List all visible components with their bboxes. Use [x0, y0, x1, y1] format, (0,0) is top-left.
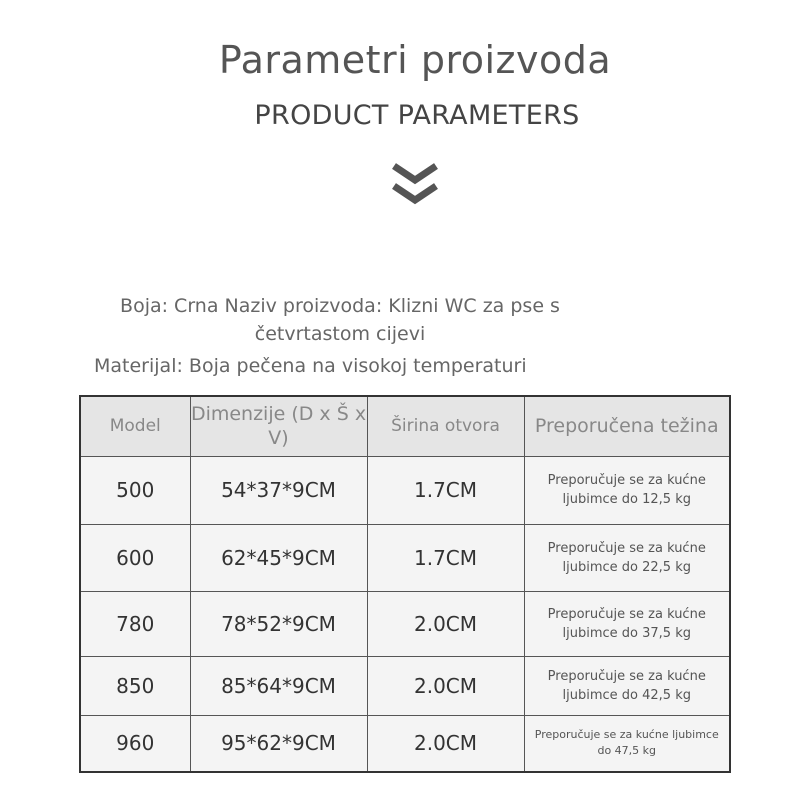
cell-dimensions: 85*64*9CM — [190, 656, 367, 715]
cell-dimensions: 54*37*9CM — [190, 456, 367, 524]
cell-recommended-weight: Preporučuje se za kućne ljubimce do 37,5 kg — [524, 591, 730, 656]
cell-opening-width: 1.7CM — [367, 524, 524, 591]
cell-opening-width: 1.7CM — [367, 456, 524, 524]
table-row — [80, 456, 730, 524]
cell-recommended-weight: Preporučuje se za kućne ljubimce do 12,5 kg — [524, 456, 730, 524]
product-material: Materijal: Boja pečena na visokoj temperaturi — [94, 355, 527, 377]
cell-recommended-weight: Preporučuje se za kućne ljubimce do 42,5 kg — [524, 656, 730, 715]
header-dimensions: Dimenzije (D x Š x V) — [190, 396, 367, 456]
table-row — [80, 715, 730, 772]
cell-model: 850 — [80, 656, 190, 715]
header-opening-width: Širina otvora — [367, 396, 524, 456]
cell-model: 500 — [80, 456, 190, 524]
cell-dimensions: 78*52*9CM — [190, 591, 367, 656]
table-row — [80, 591, 730, 656]
cell-opening-width: 2.0CM — [367, 591, 524, 656]
table-header-row — [80, 396, 730, 456]
table-row — [80, 524, 730, 591]
cell-dimensions: 95*62*9CM — [190, 715, 367, 772]
cell-recommended-weight: Preporučuje se za kućne ljubimce do 22,5 kg — [524, 524, 730, 591]
header-model: Model — [80, 396, 190, 456]
cell-opening-width: 2.0CM — [367, 656, 524, 715]
product-color-name: Boja: Crna Naziv proizvoda: Klizni WC za pse s četvrtastom cijevi — [120, 295, 560, 345]
cell-dimensions: 62*45*9CM — [190, 524, 367, 591]
header-recommended-weight: Preporučena težina — [524, 396, 730, 456]
cell-model: 780 — [80, 591, 190, 656]
cell-opening-width: 2.0CM — [367, 715, 524, 772]
double-chevron-down-icon — [392, 162, 438, 212]
product-parameters-table — [79, 395, 731, 773]
page-subtitle: PRODUCT PARAMETERS — [254, 100, 580, 131]
cell-recommended-weight: Preporučuje se za kućne ljubimce do 47,5 kg — [524, 715, 730, 772]
table-row — [80, 656, 730, 715]
cell-model: 960 — [80, 715, 190, 772]
cell-model: 600 — [80, 524, 190, 591]
page-title: Parametri proizvoda — [218, 38, 612, 82]
